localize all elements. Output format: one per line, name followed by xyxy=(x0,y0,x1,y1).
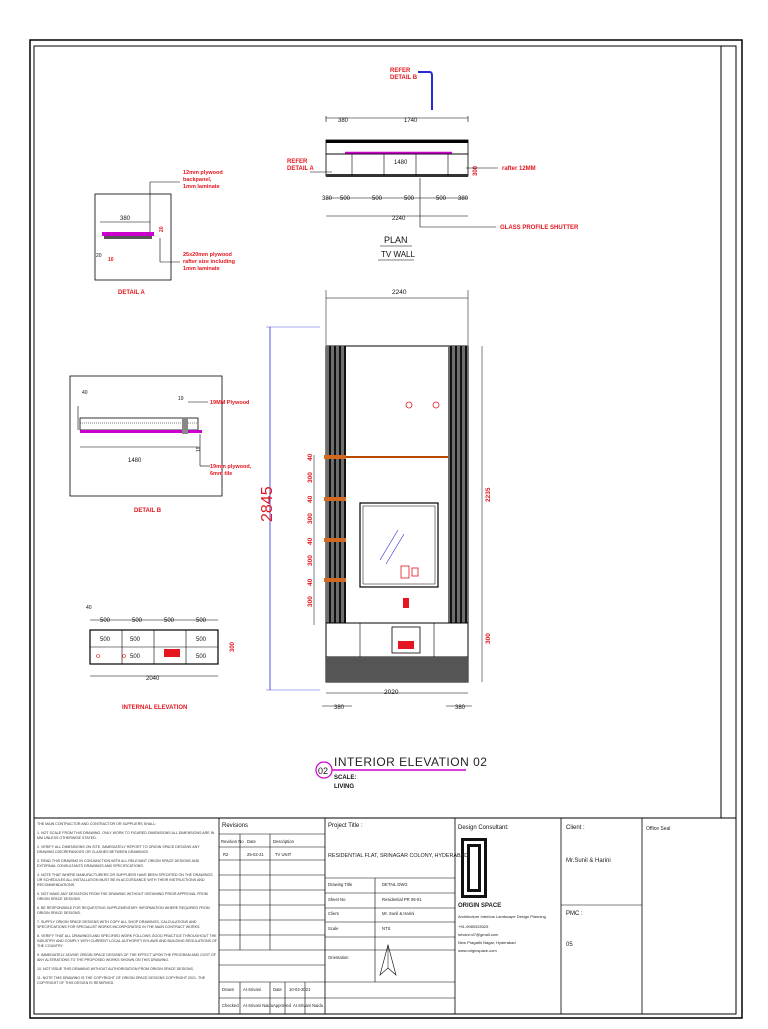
detail-a-dim-h: 20 xyxy=(159,226,165,232)
consultant-contact: +91-9989328325 xyxy=(458,924,489,929)
tv-wall-elevation xyxy=(259,289,492,711)
rev-row-desc: TV UNIT xyxy=(275,852,292,857)
checked-value: Ar.Srivani Naidu xyxy=(243,1003,274,1008)
rev-row-date: 25-02-21 xyxy=(247,852,264,857)
note-11: 11. NOTE THIS DRAWING IS THE COPYRIGHT OF ORIGIN SPACE DESIGNS COPYRIGHT 2021. THE COPYRIGHT OF THIS DESIGN IS RESERVED. xyxy=(37,976,206,985)
rev-row-no: R2 xyxy=(223,852,229,857)
note-3: 3. READ THIS DRAWING IN CONJUNCTION WITH ALL RELEVANT ORIGIN SPACE DESIGNS AND EXTERNAL CONSULTANTS DRAWINGS AND SPECIFICATIONS. xyxy=(37,859,200,868)
detail-b-dim-1480: 1480 xyxy=(128,458,142,464)
consultant-company: ORIGIN SPACE xyxy=(458,903,502,909)
detail-b xyxy=(70,376,252,514)
elev-bottom-left: 380 xyxy=(334,705,345,711)
plan-dim-1480: 1480 xyxy=(394,160,408,166)
elev-bracket-1 xyxy=(324,455,346,459)
note-0: THE MAIN CONTRACTOR AND CONTRACTOR OR SUPPLIERS SHALL: xyxy=(37,822,157,826)
ie-dim-1: 500 xyxy=(100,618,111,624)
internal-elevation xyxy=(86,605,236,711)
refer-b-leader xyxy=(418,72,432,110)
client-value: Mr.Sunil & Harini xyxy=(566,858,611,864)
elev-left-dim-5: 40 xyxy=(307,537,314,545)
plan-glass-profile xyxy=(326,174,468,177)
detail-b-shelf xyxy=(80,418,198,430)
ie-title: INTERNAL ELEVATION xyxy=(122,705,188,711)
detail-a-dim-d3: 10 xyxy=(108,257,114,263)
ie-total: 2040 xyxy=(146,676,160,682)
date-label: Date xyxy=(273,987,282,992)
detail-b-title: DETAIL B xyxy=(134,508,162,514)
ie-dim-3: 500 xyxy=(164,618,175,624)
general-notes xyxy=(37,822,217,1012)
plan-note-glass: GLASS PROFILE SHUTTER xyxy=(500,225,579,231)
consultant-label: Design Consultant: xyxy=(458,825,509,831)
detail-b-dim-19b: 19 xyxy=(196,446,202,452)
ie-dim-4: 500 xyxy=(196,618,207,624)
detail-b-dim-40: 40 xyxy=(82,390,88,396)
note-6: 6. BE RESPONSIBLE FOR REQUESTING SUPPLEMENTARY INFORMATION WHERE REQUIRED FROM ORIGIN SPACE DESIGNS. xyxy=(37,906,210,915)
note-5: 5. NOT MAKE ANY DEVIATION FROM THE DRAWING WITHOUT OBTAINING PRIOR APPROVAL FROM ORIGIN SPACE DESIGNS. xyxy=(37,892,208,901)
project-title-value: RESIDENTIAL FLAT, SRINAGAR COLONY, HYDERABAD xyxy=(328,853,469,859)
drawing-title-block xyxy=(316,755,487,790)
note-4: 4. NOTE THAT WHERE MANUFACTURERS OR SUPPLIERS HAVE BEEN SPECIFIED ON THE DRAWINGS OR SCHEDULES ALL INSTALLATION MUST BE IN ACCORDANCE WITH THEIR INSTRUCTIONS AND RECOMMENDATIONS. xyxy=(37,873,213,887)
ie-cell-2: 500 xyxy=(130,637,141,643)
elev-left-dim-2: 300 xyxy=(307,472,314,483)
ie-cell-1: 500 xyxy=(100,637,111,643)
plan-title: PLAN xyxy=(384,235,408,245)
detail-b-note1: 19MM Plywood xyxy=(210,400,250,406)
elev-bottom-right: 380 xyxy=(455,705,466,711)
note-7: 7. SUPPLY ORIGIN SPACE DESIGNS WITH COPY ALL SHOP DRAWINGS, CALCULATIONS AND SPECIFICATIONS FOR SPECIALIST WORKS INCORPORATED IN THE MAIN CONTRACT WORKS. xyxy=(37,920,201,929)
detail-a-dim-d2: 20 xyxy=(96,253,102,259)
elev-left-dim-3: 40 xyxy=(307,495,314,503)
refer-b-label: REFER DETAIL B xyxy=(390,68,418,81)
plan-dim-d5: 500 xyxy=(436,196,447,202)
elev-top-dim: 2240 xyxy=(392,289,407,296)
elev-left-dim-6: 300 xyxy=(307,555,314,566)
detail-a-rafter xyxy=(104,236,152,239)
elev-logo-plate xyxy=(398,641,414,649)
consultant-services: Architecture Interiors Landscape Design Planning xyxy=(458,914,546,919)
plan-dim-d6: 380 xyxy=(458,196,469,202)
date-value: 10-02-2021 xyxy=(289,987,311,992)
plan-note-rafter: rafter 12MM xyxy=(502,166,536,172)
detail-a-dim-w: 380 xyxy=(120,216,131,222)
revisions-title: Revisions xyxy=(222,823,249,829)
field-client-label: Client xyxy=(328,911,339,916)
elev-bottom-dim: 2020 xyxy=(384,689,399,696)
rev-header-date: Date xyxy=(247,839,256,844)
ie-cell-4: 500 xyxy=(130,654,141,660)
drawing-number: 02 xyxy=(318,766,329,776)
drawing-scale: SCALE: xyxy=(334,775,357,781)
field-scale-value: NTS xyxy=(382,926,391,931)
plan-back-panel xyxy=(326,140,468,143)
elev-right-dim-2: 300 xyxy=(485,633,492,644)
detail-b-dim-19: 19 xyxy=(178,396,184,402)
pmc-label: PMC : xyxy=(566,911,583,917)
checked-label: Checked xyxy=(222,1003,239,1008)
field-drawing-title-label: Drawing Title xyxy=(328,882,353,887)
refer-a-label: REFER DETAIL A xyxy=(287,159,314,172)
ie-logo-plate xyxy=(164,649,180,657)
plan-dim-d1: 380 xyxy=(322,196,333,202)
client-label: Client : xyxy=(566,825,585,831)
pmc-value: 05 xyxy=(566,942,573,948)
office-seal-label: Office Seal xyxy=(646,826,671,832)
plan-dim-380: 380 xyxy=(338,118,349,124)
detail-b-frame xyxy=(70,376,222,496)
plan-subtitle: TV WALL xyxy=(381,250,415,259)
elev-left-dim-4: 300 xyxy=(307,513,314,524)
drawn-label: Drawn xyxy=(222,987,235,992)
plan-dim-d3: 500 xyxy=(372,196,383,202)
approved-label: Approved xyxy=(273,1003,291,1008)
detail-a-title: DETAIL A xyxy=(118,290,145,296)
ie-cell-3: 500 xyxy=(196,637,207,643)
field-orientation-label: Orientation xyxy=(328,955,349,960)
elev-base-unit xyxy=(326,623,468,657)
ie-dim-2: 500 xyxy=(132,618,143,624)
rev-header-no: Revision No xyxy=(221,839,244,844)
elev-right-dim: 2235 xyxy=(485,487,492,502)
detail-a-laminate xyxy=(102,232,154,236)
drawing-title: INTERIOR ELEVATION 02 xyxy=(334,755,488,769)
detail-b-note2: 19mm plywood, 6mm tile xyxy=(210,464,252,477)
project-title-label: Project Title : xyxy=(328,823,363,829)
consultant-website: www.originspace.com xyxy=(458,948,497,953)
elev-left-dim-1: 40 xyxy=(307,453,314,461)
elev-bracket-4 xyxy=(324,578,346,582)
elev-height-dim: 2845 xyxy=(259,486,276,522)
note-1: 1. NOT SCALE FROM THIS DRAWING. ONLY WORK TO FIGURED DIMENSIONS ALL DIMENSIONS ARE IN MM UNLESS OTHERWISE STATED. xyxy=(37,831,215,840)
detail-a-note1: 12mm plywood backpanel, 1mm laminate xyxy=(183,170,223,190)
consultant-address: New Pragathi Nagar, Hyderabad xyxy=(458,940,516,945)
drawing-subtitle: LIVING xyxy=(334,784,355,790)
field-drawing-title-value: DETAIL DWG xyxy=(382,882,408,887)
ie-height: 300 xyxy=(230,641,236,652)
note-2: 2. VERIFY ALL DIMENSIONS ON SITE. IMMEDIATELY REPORT TO ORIGIN SPACE DESIGNS ANY DRAWING DISCREPANCIES OR CLASHES BETWEEN DRAWINGS. xyxy=(37,845,200,854)
rev-header-desc: Description xyxy=(273,839,294,844)
plan-dim-d4: 500 xyxy=(404,196,415,202)
elev-left-dim-7: 40 xyxy=(307,578,314,586)
drawn-value: Ar.Srivani xyxy=(243,987,261,992)
detail-b-edge xyxy=(182,418,188,434)
plan-dim-d2: 500 xyxy=(340,196,351,202)
elev-bracket-3 xyxy=(324,538,346,542)
approved-value: Ar.Srivani Naidu xyxy=(293,1003,324,1008)
detail-a xyxy=(95,170,235,296)
consultant-email: srivani.nl7@gmail.com xyxy=(458,932,499,937)
detail-a-note2: 25x20mm plywood rafter size including 1mm laminate xyxy=(183,252,235,272)
elev-plinth xyxy=(326,657,468,682)
elev-cable xyxy=(403,598,409,608)
plan-dim-1740: 1740 xyxy=(404,118,418,124)
field-scale-label: Scale xyxy=(328,926,339,931)
field-sheet-value: Residential PR 06-01 xyxy=(382,897,422,902)
elev-left-dim-8: 300 xyxy=(307,596,314,607)
note-9: 9. IMMEDIATELY ADVISE ORIGIN SPACE DESIGNS OF THE EFFECT UPON THE PROGRAM AND COST OF ANY ALTERATIONS TO THE PROPOSED WORKS SHOWN ON THIS DRAWING. xyxy=(37,953,216,962)
ie-dim-40: 40 xyxy=(86,605,92,611)
note-8: 8. VERIFY THAT ALL DRAWINGS AND SPECIFIED WORK FOLLOWS GOOD PRACTICE THROUGHOUT THE INDUSTRY AND COMPLY WITH CURRENT LOCAL AUTHORITY BYLAWS AND BUILDING REGULATIONS OF THE COUNTRY. xyxy=(37,934,217,948)
plan-view xyxy=(287,68,579,260)
note-10: 10. NOT ISSUE THIS DRAWING WITHOUT AUTHORISATION FROM ORIGIN SPACE DESIGNS. xyxy=(37,967,194,971)
elev-tv xyxy=(360,503,438,587)
elev-bracket-2 xyxy=(324,497,346,501)
field-sheet-label: Sheet No xyxy=(328,897,346,902)
ie-cell-5: 500 xyxy=(196,654,207,660)
plan-dim-depth: 300 xyxy=(473,165,479,176)
field-client-value: Mr. Sunil & Harini xyxy=(382,911,415,916)
plan-dim-total: 2240 xyxy=(392,216,406,222)
